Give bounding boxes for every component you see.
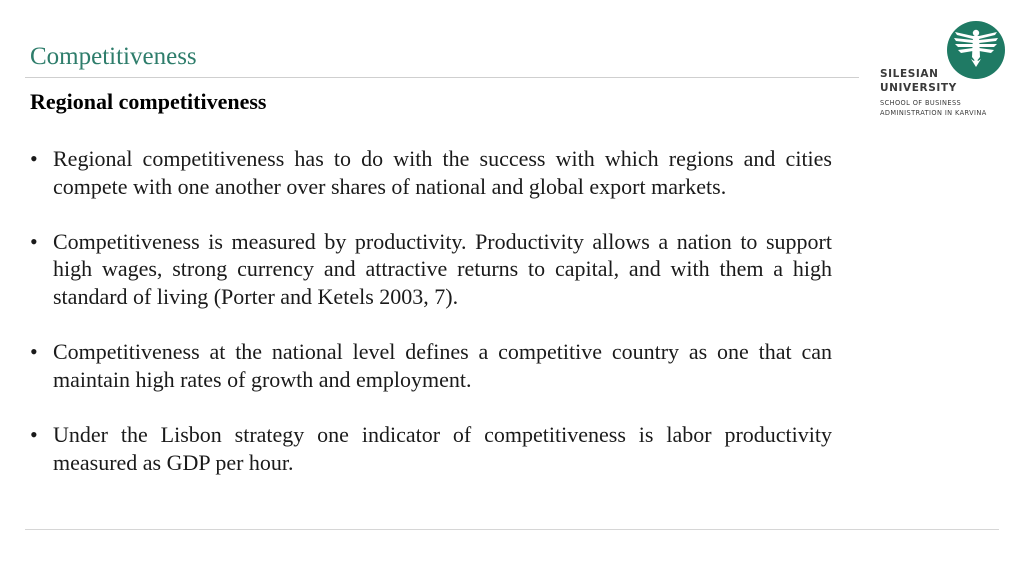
bullet-text: Regional competitiveness has to do with the success with which regions and cities compete with one another over shares of national and global export markets. (53, 146, 832, 199)
bullet-text: Competitiveness is measured by productivity. Productivity allows a nation to support high wages, strong currency and attractive returns to capital, and with them a high standard of living (Porter and Ketels 2003, 7). (53, 228, 832, 309)
bullet-text: Under the Lisbon strategy one indicator of competitiveness is labor productivity measured as GDP per hour. (53, 421, 832, 475)
bullet-text: Competitiveness at the national level defines a competitive country as one that can maintain high rates of growth and employment. (53, 339, 832, 392)
bullet-marker: • (30, 421, 38, 447)
slide-title: Competitiveness (30, 43, 197, 70)
logo-line-university: UNIVERSITY (880, 82, 957, 94)
logo-line-silesian: SILESIAN (880, 68, 939, 80)
bullet-list (30, 145, 832, 504)
bullet-marker: • (30, 339, 38, 365)
bullet-item (30, 145, 832, 200)
bullet-item (30, 228, 832, 311)
eagle-emblem-icon (947, 21, 1005, 79)
bullet-item (30, 421, 832, 476)
title-divider (25, 77, 859, 78)
bullet-marker: • (30, 228, 38, 254)
footer-divider (25, 529, 999, 530)
bullet-item (30, 338, 832, 393)
bullet-marker: • (30, 146, 38, 171)
logo-line-school: SCHOOL OF BUSINESS (880, 99, 962, 107)
university-logo (880, 21, 1010, 121)
section-heading: Regional competitiveness (30, 89, 267, 114)
logo-line-administration: ADMINISTRATION IN KARVINA (880, 109, 987, 117)
